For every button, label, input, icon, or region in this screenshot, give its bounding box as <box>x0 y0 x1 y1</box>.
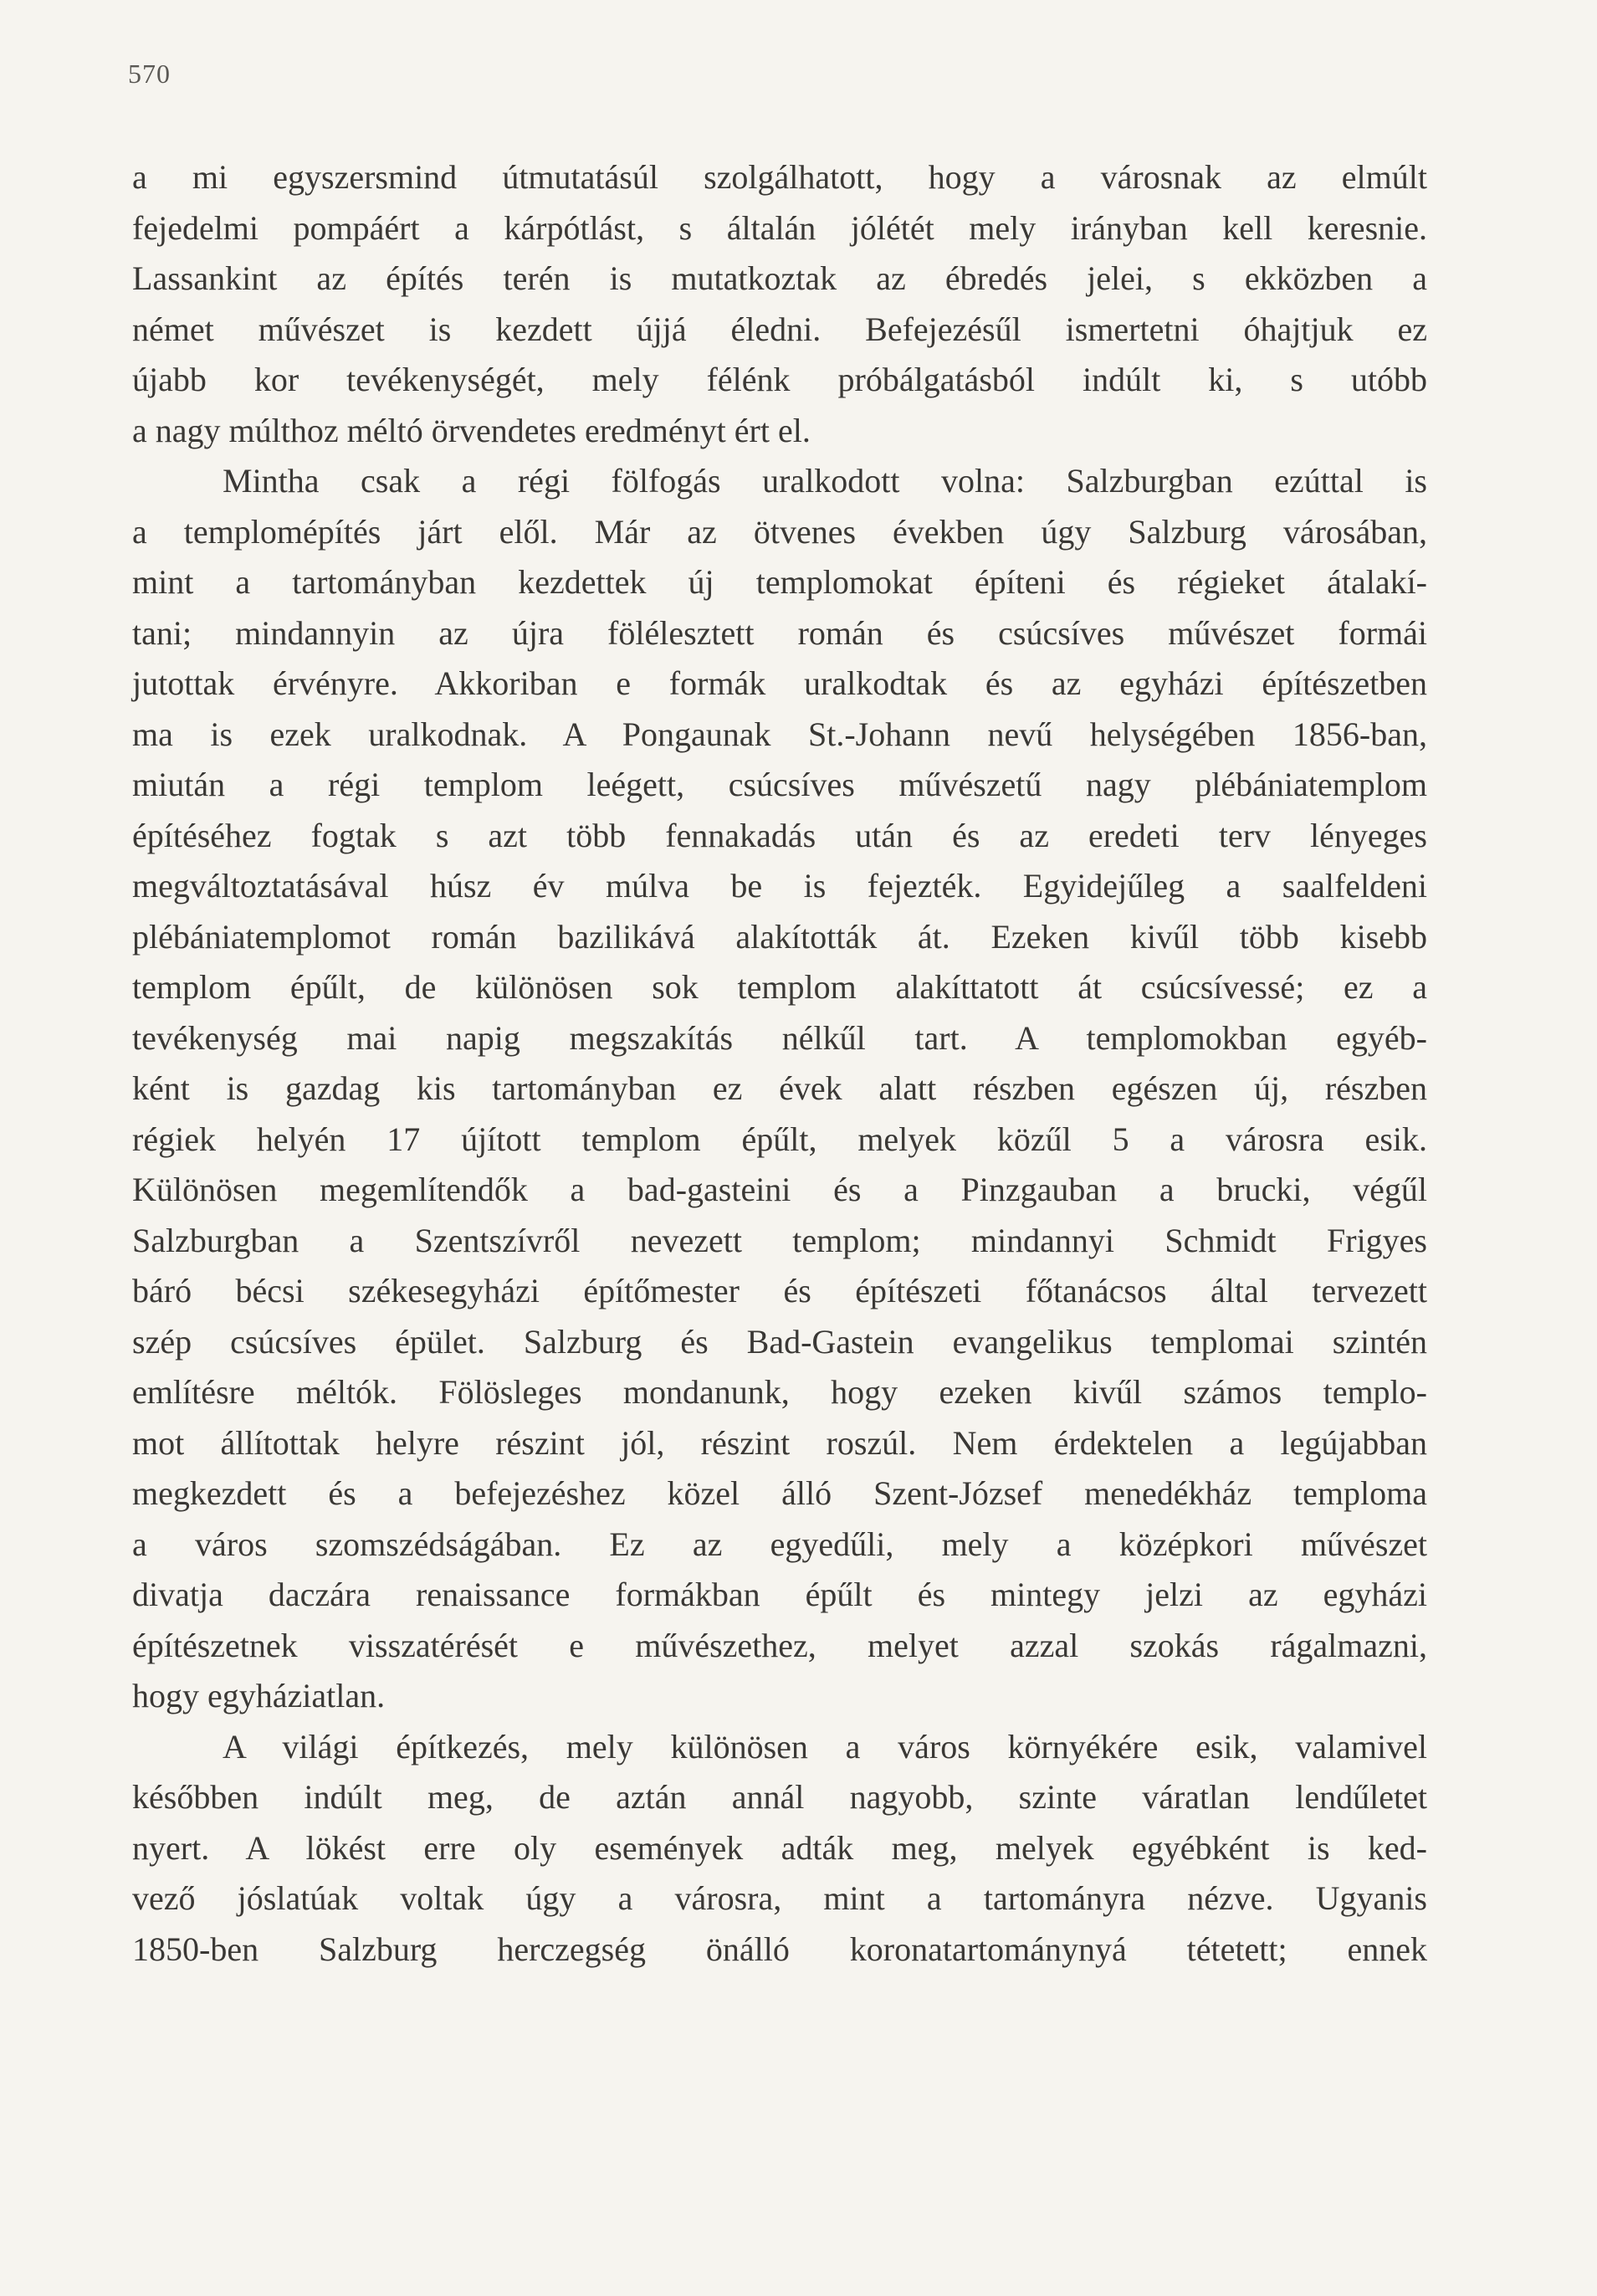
text-line: Salzburgban a Szentszívről nevezett templom; mindannyi Schmidt Frigyes <box>132 1221 1427 1259</box>
text-line: Mintha csak a régi fölfogás uralkodott volna: Salzburgban ezúttal is <box>223 462 1427 500</box>
text-line: plébániatemplomot román bazilikává alakították át. Ezeken kivűl több kisebb <box>132 917 1427 956</box>
text-line: hogy egyháziatlan. <box>132 1677 386 1714</box>
text-line: mint a tartományban kezdettek új templomokat építeni és régieket átalakí- <box>132 563 1427 601</box>
text-line: Különösen megemlítendők a bad-gasteini és a Pinzgauban a brucki, végűl <box>132 1171 1427 1208</box>
text-line: régiek helyén 17 újított templom épűlt, melyek közűl 5 a városra esik. <box>132 1120 1427 1158</box>
text-line: A világi építkezés, mely különösen a város környékére esik, valamivel <box>223 1727 1427 1766</box>
text-line: templom épűlt, de különösen sok templom alakíttatott át csúcsívessé; ez a <box>132 968 1427 1006</box>
text-line: német művészet is kezdett újjá éledni. Befejezésűl ismertetni óhajtjuk ez <box>132 310 1427 348</box>
text-line: divatja daczára renaissance formákban épűlt és mintegy jelzi az egyházi <box>132 1576 1427 1613</box>
text-line: báró bécsi székesegyházi építőmester és építészeti főtanácsos által tervezett <box>132 1272 1427 1309</box>
text-line: a város szomszédságában. Ez az egyedűli, mely a középkori művészet <box>132 1525 1427 1563</box>
text-line: tevékenység mai napig megszakítás nélkűl tart. A templomokban egyéb- <box>132 1018 1427 1057</box>
text-line: nyert. A lökést erre oly események adták meg, melyek egyébként is ked- <box>132 1828 1427 1867</box>
text-line: építészetnek visszatérését e művészethez, melyet azzal szokás rágalmazni, <box>132 1626 1427 1664</box>
text-line: miután a régi templom leégett, csúcsíves művészetű nagy plébániatemplom <box>132 766 1427 803</box>
text-line: említésre méltók. Fölösleges mondanunk, hogy ezeken kivűl számos templo- <box>132 1373 1427 1411</box>
text-line: vező jóslatúak voltak úgy a városra, mint a tartományra nézve. Ugyanis <box>132 1879 1427 1917</box>
text-line: szép csúcsíves épület. Salzburg és Bad-Gastein evangelikus templomai szintén <box>132 1322 1427 1361</box>
text-line: megkezdett és a befejezéshez közel álló Szent-József menedékház temploma <box>132 1474 1427 1512</box>
text-line: építéséhez fogtak s azt több fennakadás után és az eredeti terv lényeges <box>132 816 1427 854</box>
text-line: a mi egyszersmind útmutatásúl szolgálhatott, hogy a városnak az elmúlt <box>132 158 1427 196</box>
text-line: tani; mindannyin az újra fölélesztett román és csúcsíves művészet formái <box>132 613 1427 652</box>
text-line: a nagy múlthoz méltó örvendetes eredményt ért el. <box>132 411 811 449</box>
text-line: fejedelmi pompáért a kárpótlást, s általán jólétét mely irányban kell keresnie. <box>132 208 1427 247</box>
text-line: újabb kor tevékenységét, mely félénk próbálgatásból indúlt ki, s utóbb <box>132 361 1427 398</box>
text-line: ma is ezek uralkodnak. A Pongaunak St.-Johann nevű helységében 1856-ban, <box>132 715 1427 753</box>
text-line: megváltoztatásával húsz év múlva be is fejezték. Egyidejűleg a saalfeldeni <box>132 867 1427 905</box>
text-line: ként is gazdag kis tartományban ez évek alatt részben egészen új, részben <box>132 1069 1427 1107</box>
text-line: jutottak érvényre. Akkoriban e formák uralkodtak és az egyházi építészetben <box>132 664 1427 702</box>
page-number: 570 <box>128 59 171 89</box>
text-line: mot állítottak helyre részint jól, részint roszúl. Nem érdektelen a legújabban <box>132 1423 1427 1462</box>
text-line: későbben indúlt meg, de aztán annál nagyobb, szinte váratlan lendűletet <box>132 1778 1427 1816</box>
text-line: Lassankint az építés terén is mutatkoztak az ébredés jelei, s ekközben a <box>132 259 1427 297</box>
text-line: a templomépítés járt elől. Már az ötvenes években úgy Salzburg városában, <box>132 512 1427 551</box>
body-text <box>132 152 1427 1975</box>
text-line: 1850-ben Salzburg herczegség önálló koronatartománynyá tétetett; ennek <box>132 1930 1427 1968</box>
